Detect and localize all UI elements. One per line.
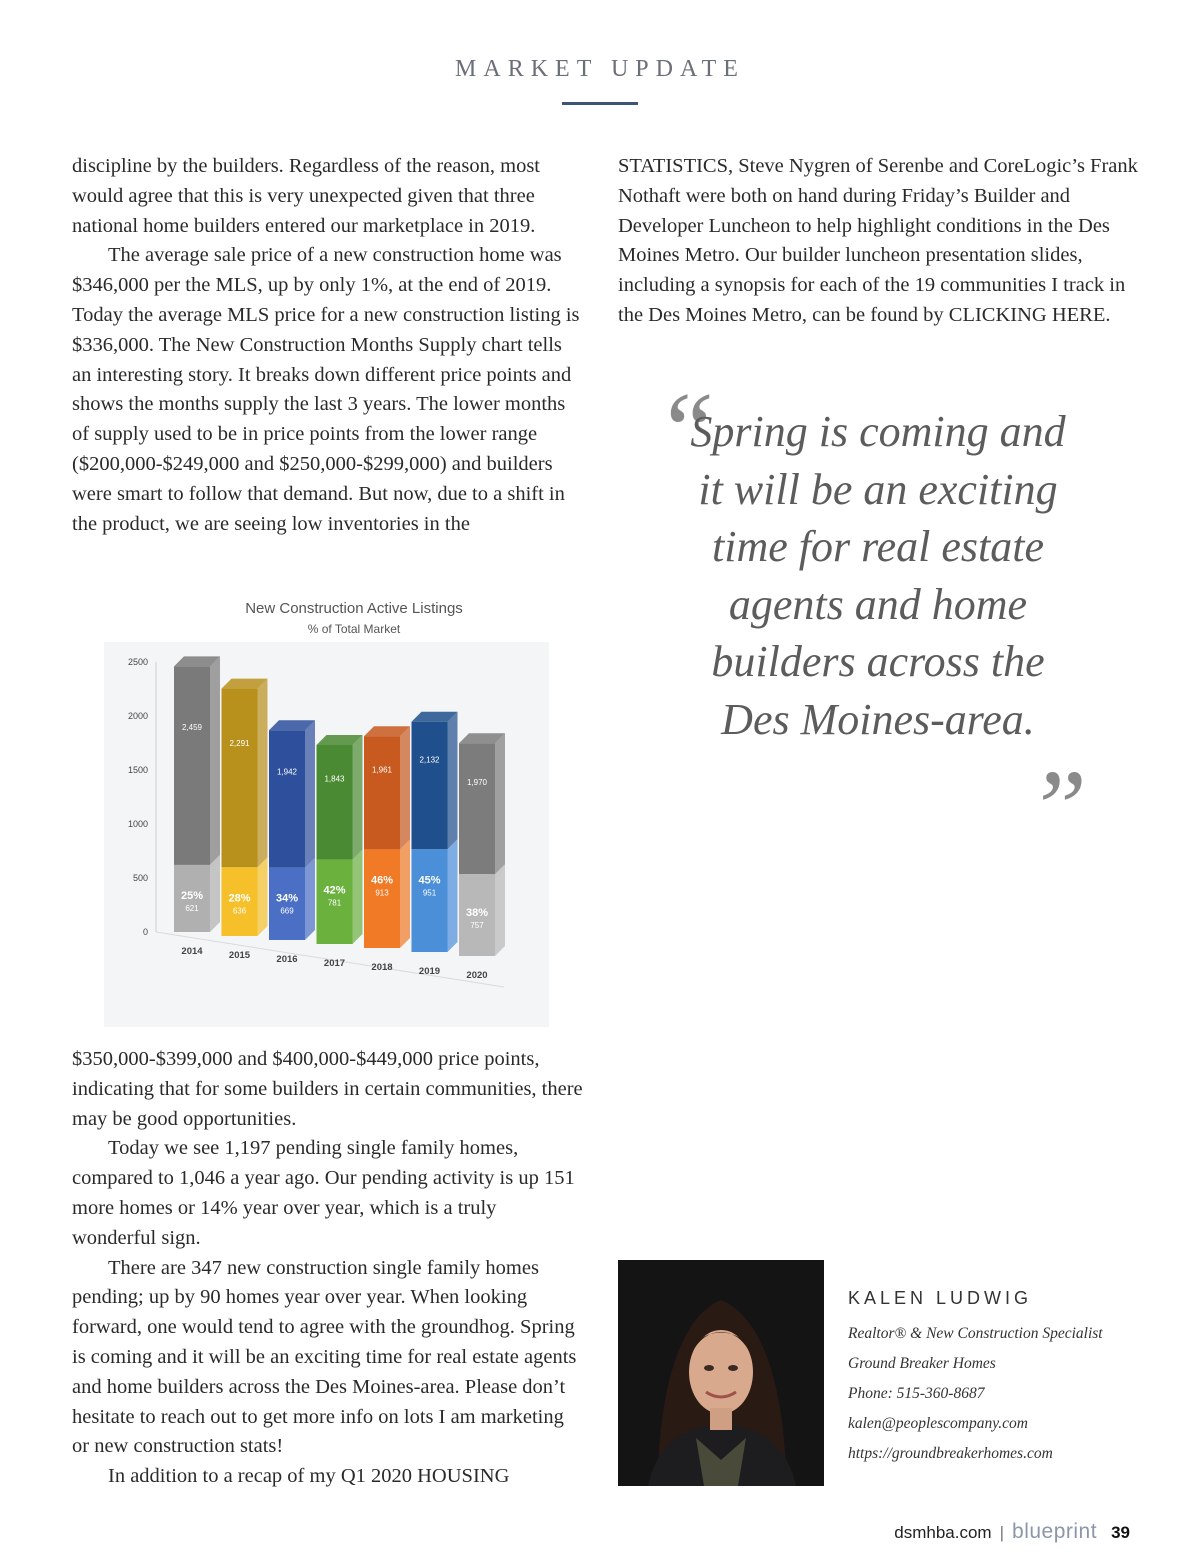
y-tick-label: 1500: [127, 765, 148, 775]
bar-newconst-side-2014: [210, 855, 220, 932]
bar-total-side-2018: [400, 726, 410, 849]
data-label-total: 1,843: [324, 774, 345, 784]
paragraph: discipline by the builders. Regardless of the reason, most would agree that this is very unexpected given that three national home builders entered our marketplace in 2019.: [72, 155, 540, 237]
author-photo: [618, 1260, 824, 1486]
paragraph: $350,000-$399,000 and $400,000-$449,000 price points, indicating that for some builders in certain communities, there may be good opportunities.: [72, 1048, 583, 1130]
bar-newconst-side-2017: [353, 850, 363, 944]
bar-newconst-side-2016: [305, 858, 315, 940]
bar-total-2014: [174, 666, 210, 865]
y-tick-label: 1000: [127, 819, 148, 829]
author-company: Ground Breaker Homes: [848, 1355, 996, 1372]
bar-newconst-side-2015: [258, 857, 268, 936]
bar-total-side-2016: [305, 720, 315, 867]
bar-total-side-2020: [495, 733, 505, 874]
bar-chart: [104, 642, 549, 1027]
bar-total-2015: [222, 689, 258, 868]
x-tick-label: 2016: [276, 954, 298, 965]
bar-total-2019: [412, 722, 448, 850]
data-label-total: 2,291: [229, 738, 250, 748]
data-label-newconst: 913: [375, 888, 389, 898]
open-quote-mark: “: [655, 371, 716, 490]
percent-label: 46%: [370, 874, 394, 887]
bar-total-side-2019: [448, 712, 458, 850]
bar-total-2020: [459, 743, 495, 874]
bar-total-2018: [364, 736, 400, 849]
bar-total-side-2014: [210, 656, 220, 865]
bar-total-side-2015: [258, 679, 268, 868]
percent-label: 42%: [323, 884, 346, 897]
bar-newconst-side-2019: [448, 839, 458, 952]
footer-site[interactable]: dsmhba.com: [894, 1523, 992, 1542]
x-tick-label: 2018: [371, 962, 393, 973]
section-header: MARKET UPDATE: [455, 56, 745, 82]
article-column-left-top: [72, 152, 584, 539]
footer-brand: blueprint: [1012, 1520, 1098, 1543]
paragraph: There are 347 new construction single family homes pending; up by 90 homes year over year. When looking forward, one would tend to agree with the groundhog. Spring is coming and it will be an exciting time for real estate agents and home builders across the Des Moines-area. Please don’t hesitate to reach out to get more info on lots I am marketing or new construction stats!: [72, 1256, 577, 1458]
author-info: [848, 1288, 1168, 1469]
x-tick-label: 2014: [181, 946, 203, 957]
data-label-newconst: 621: [185, 903, 199, 913]
data-label-newconst: 951: [422, 888, 437, 898]
author-title: Realtor® & New Construction Specialist: [848, 1325, 1103, 1342]
close-quote-mark: ”: [1027, 749, 1088, 868]
y-tick-label: 0: [142, 927, 148, 937]
data-label-total: 2,459: [181, 722, 203, 732]
data-label-total: 1,942: [276, 767, 298, 777]
pull-quote-text: Spring is coming and it will be an exciting time for real estate agents and home builders across the Des Moines-area.: [690, 407, 1066, 744]
y-tick-label: 500: [132, 873, 148, 883]
percent-label: 28%: [228, 892, 251, 905]
bar-newconst-side-2020: [495, 864, 505, 956]
paragraph: STATISTICS, Steve Nygren of Serenbe and CoreLogic’s Frank Nothaft were both on hand during Friday’s Builder and Developer Luncheon to help highlight conditions in the Des Moines Metro. Our builder luncheon presentation slides, including a synopsis for each of the 19 communities I track in the Des Moines Metro, can be found by CLICKING HERE.: [618, 155, 1138, 326]
x-tick-label: 2015: [228, 950, 251, 961]
data-label-newconst: 757: [470, 921, 484, 931]
chart-title: New Construction Active Listings: [245, 600, 463, 617]
data-label-newconst: 636: [232, 906, 247, 916]
bar-newconst-side-2018: [400, 839, 410, 948]
paragraph: In addition to a recap of my Q1 2020 HOUSING: [108, 1465, 510, 1488]
x-tick-label: 2017: [323, 958, 346, 969]
paragraph: Today we see 1,197 pending single family homes, compared to 1,046 a year ago. Our pending activity is up 151 more homes or 14% year over year, which is a truly wonderful sign.: [72, 1137, 575, 1249]
footer-separator: |: [999, 1523, 1005, 1542]
author-phone: Phone: 515-360-8687: [848, 1385, 985, 1402]
data-label-newconst: 669: [280, 906, 294, 916]
percent-label: 25%: [180, 889, 204, 902]
bar-total-2016: [269, 730, 305, 867]
data-label-total: 2,132: [419, 755, 440, 765]
data-label-newconst: 781: [327, 898, 342, 908]
x-tick-label: 2020: [466, 970, 488, 981]
paragraph: The average sale price of a new construction home was $346,000 per the MLS, up by only 1%, at the end of 2019. Today the average MLS price for a new construction listing is $336,000. The New Construction Months Supply chart tells an interesting story. It breaks down different price points and shows the months supply the last 3 years. The lower months of supply used to be in price points from the lower range ($200,000-$249,000 and $250,000-$299,000) and builders were smart to follow that demand. But now, due to a shift in the product, we are seeing low inventories in the: [72, 244, 580, 535]
percent-label: 38%: [465, 907, 489, 920]
bar-total-side-2017: [353, 735, 363, 860]
article-column-right-top: [618, 152, 1138, 331]
chart-subtitle: % of Total Market: [307, 622, 401, 636]
author-website[interactable]: https://groundbreakerhomes.com: [848, 1445, 1053, 1462]
page-footer: [894, 1520, 1130, 1550]
article-column-left-bottom: [72, 1045, 584, 1492]
pull-quote: [655, 371, 1105, 868]
y-tick-label: 2000: [127, 711, 148, 721]
page-number: 39: [1111, 1523, 1130, 1542]
author-name: KALEN LUDWIG: [848, 1288, 1033, 1308]
bar-total-2017: [317, 745, 353, 860]
percent-label: 34%: [275, 892, 299, 905]
x-tick-label: 2019: [418, 966, 441, 977]
bar-newconst-2019: [412, 849, 448, 952]
bar-newconst-2018: [364, 849, 400, 948]
author-email[interactable]: kalen@peoplescompany.com: [848, 1415, 1028, 1432]
header-rule: [562, 102, 638, 105]
data-label-total: 1,961: [371, 765, 393, 775]
y-tick-label: 2500: [127, 657, 148, 667]
percent-label: 45%: [418, 874, 441, 887]
portrait-image: [618, 1260, 824, 1486]
data-label-total: 1,970: [466, 778, 488, 788]
